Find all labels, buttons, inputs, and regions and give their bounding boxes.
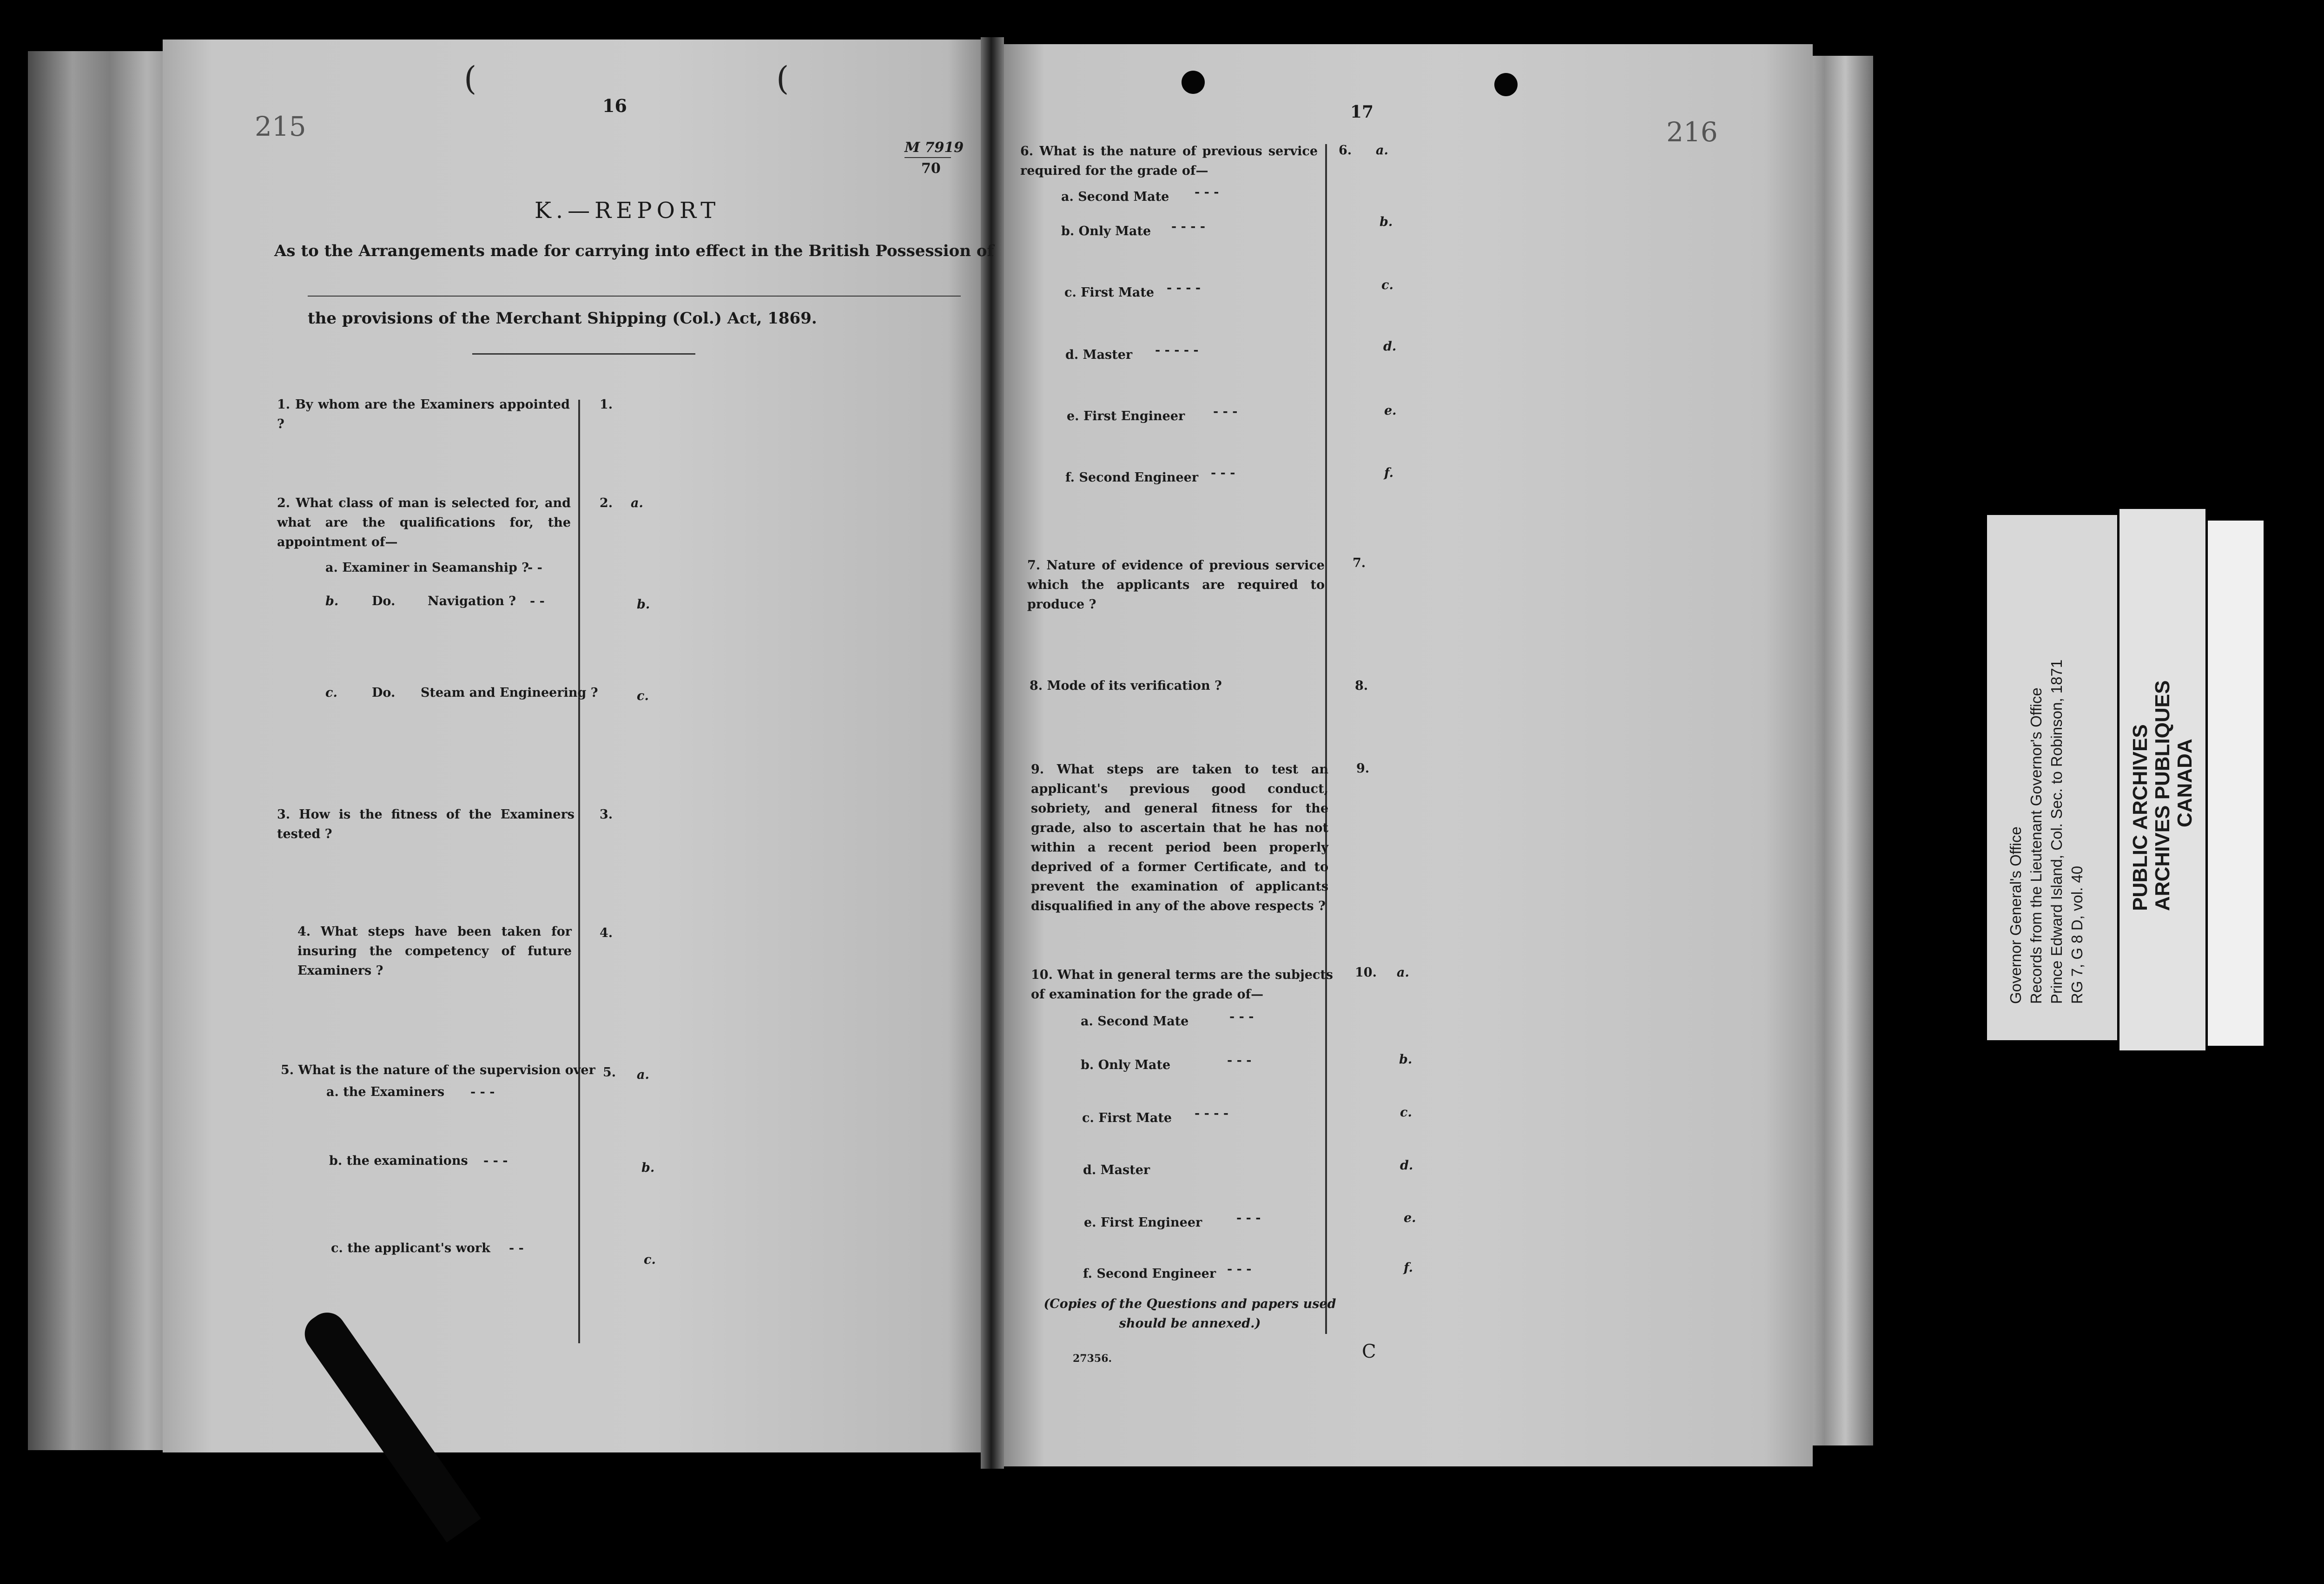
right-page (1004, 44, 1813, 1466)
book-stack-right (1803, 56, 1873, 1445)
grade-6a-dashes: - - - (1195, 185, 1219, 199)
grade-6d-dashes: - - - - - (1155, 343, 1199, 357)
answer-sub-6d: d. (1383, 339, 1397, 354)
question-1: 1. By whom are the Examiners appointed ? (277, 397, 570, 431)
answer-sub-6c: c. (1381, 278, 1393, 292)
grade-10c-dashes: - - - - (1195, 1106, 1229, 1121)
form-sub: 70 (921, 160, 941, 177)
grade-6b-dashes: - - - - (1171, 219, 1206, 234)
archive-name-1: PUBLIC ARCHIVES (2129, 724, 2152, 911)
grade-6a: a. Second Mate (1061, 190, 1169, 204)
report-subtitle-2: the provisions of the Merchant Shipping (Col.) Act, 1869. (308, 309, 817, 328)
answer-sub-2b: b. (637, 597, 650, 612)
archive-label-line-3: Prince Edward Island, Col. Sec. to Robinson, 1871 (2048, 659, 2065, 1004)
question-5b: b. the examinations (329, 1154, 468, 1168)
grade-6d: d. Master (1065, 348, 1133, 362)
question-5: 5. What is the nature of the supervision over (281, 1063, 595, 1077)
answer-sub-2c: c. (637, 689, 649, 703)
answer-number-2: 2. (600, 496, 613, 510)
grade-10f: f. Second Engineer (1083, 1267, 1216, 1281)
grade-6e: e. First Engineer (1067, 409, 1185, 423)
answer-sub-6a: a. (1376, 143, 1388, 158)
grade-10e-dashes: - - - (1236, 1211, 1261, 1225)
binding-hole (1494, 73, 1518, 96)
answer-number-1: 1. (600, 397, 613, 412)
title-rule (472, 353, 695, 355)
grade-6b: b. Only Mate (1061, 224, 1151, 238)
archive-name-3: CANADA (2173, 739, 2196, 827)
question-5c: c. the applicant's work (331, 1241, 490, 1255)
folio-number: 215 (255, 111, 306, 142)
question-2: 2. What class of man is selected for, and what are the qualifications for, the appointment of— (277, 496, 571, 549)
answer-sub-10b: b. (1399, 1052, 1413, 1067)
question-5c-dashes: - - (509, 1241, 524, 1255)
grade-10b-dashes: - - - (1227, 1053, 1252, 1068)
book-stack-left (28, 51, 177, 1450)
answer-sub-10e: e. (1404, 1211, 1416, 1225)
answer-sub-2a: a. (631, 496, 643, 510)
question-2b-do: Do. (372, 594, 396, 608)
possession-blank-line (308, 296, 961, 297)
grade-10d: d. Master (1083, 1163, 1150, 1177)
answer-number-4: 4. (600, 926, 613, 940)
grade-10c: c. First Mate (1082, 1111, 1172, 1125)
page-number: 17 (1350, 102, 1374, 122)
question-2b: Navigation ? (428, 594, 516, 608)
form-number: M 7919 (905, 139, 964, 156)
answer-sub-5a: a. (637, 1068, 649, 1082)
question-6: 6. What is the nature of previous service required for the grade of— (1020, 144, 1318, 178)
answer-number-9: 9. (1356, 761, 1370, 776)
answer-number-8: 8. (1355, 679, 1368, 693)
signature-mark: C (1362, 1341, 1376, 1362)
archive-label-tab-end (2208, 521, 2264, 1046)
column-divider (1325, 144, 1327, 1334)
question-2a-dashes: - - (528, 561, 542, 575)
grade-10a: a. Second Mate (1081, 1014, 1189, 1029)
report-subtitle: As to the Arrangements made for carrying into effect in the British Possession of (274, 242, 994, 260)
question-2b-lead: b. (325, 594, 339, 608)
answer-number-6: 6. (1339, 143, 1352, 158)
folio-number: 216 (1666, 116, 1718, 148)
grade-6f: f. Second Engineer (1065, 470, 1199, 485)
grade-6e-dashes: - - - (1213, 404, 1238, 419)
grade-10b: b. Only Mate (1081, 1058, 1171, 1072)
answer-sub-10c: c. (1400, 1105, 1412, 1120)
column-divider (578, 400, 580, 1343)
archive-name-2: ARCHIVES PUBLIQUES (2151, 680, 2174, 911)
answer-sub-6b: b. (1380, 215, 1393, 229)
page-number: 16 (602, 95, 627, 116)
grade-10a-dashes: - - - (1229, 1010, 1254, 1024)
question-4: 4. What steps have been taken for insuring the competency of future Examiners ? (297, 924, 572, 978)
answer-number-3: 3. (600, 807, 613, 822)
grade-10e: e. First Engineer (1084, 1215, 1202, 1230)
question-2b-dashes: - - (530, 594, 545, 608)
binding-hole (1182, 71, 1205, 94)
annex-note: (Copies of the Questions and papers used should be annexed.) (1043, 1297, 1336, 1331)
answer-sub-5c: c. (644, 1253, 656, 1267)
grade-10f-dashes: - - - (1227, 1262, 1252, 1276)
question-5a: a. the Examiners (326, 1085, 445, 1099)
answer-sub-10d: d. (1400, 1158, 1413, 1173)
binding-hole-mark: ( (464, 59, 477, 98)
question-2a: a. Examiner in Seamanship ? (325, 561, 529, 575)
question-3: 3. How is the fitness of the Examiners tested ? (277, 807, 574, 841)
archive-label-line-4: RG 7, G 8 D, vol. 40 (2068, 865, 2086, 1004)
question-2c-lead: c. (325, 686, 337, 700)
archive-label-line-2: Records from the Lieutenant Governor's Office (2027, 687, 2045, 1004)
answer-sub-6f: f. (1384, 466, 1394, 480)
page-title: K.—REPORT (535, 198, 720, 224)
answer-sub-10f: f. (1404, 1261, 1413, 1275)
answer-number-7: 7. (1353, 556, 1366, 570)
print-code: 27356. (1073, 1353, 1112, 1365)
answer-sub-10a: a. (1397, 965, 1409, 980)
grade-6c: c. First Mate (1064, 285, 1154, 300)
question-8: 8. Mode of its verification ? (1030, 679, 1222, 693)
answer-sub-6e: e. (1384, 403, 1397, 418)
archive-label-line-1: Governor General's Office (2007, 826, 2024, 1004)
question-7: 7. Nature of evidence of previous service which the applicants are required to produce ? (1027, 558, 1325, 612)
answer-number-10: 10. (1355, 965, 1377, 980)
question-10: 10. What in general terms are the subjects of examination for the grade of— (1031, 968, 1333, 1002)
grade-6f-dashes: - - - (1211, 466, 1235, 480)
binding-hole-mark: ( (776, 59, 789, 98)
answer-sub-5b: b. (641, 1161, 655, 1175)
form-number-rule (905, 157, 951, 158)
question-9: 9. What steps are taken to test an applicant's previous good conduct, sobriety, and general fitness for the grade, also to ascertain that he has not within a recent period been properly deprived of a former Certificate, and to prevent the examination of applicants disqualified in any of the above respects ? (1031, 762, 1328, 913)
question-5a-dashes: - - - (470, 1085, 495, 1099)
question-2c-do: Do. (372, 686, 396, 700)
question-2c: Steam and Engineering ? (421, 686, 598, 700)
answer-number-5: 5. (603, 1065, 616, 1080)
question-5b-dashes: - - - (483, 1154, 508, 1168)
grade-6c-dashes: - - - - (1167, 281, 1201, 295)
